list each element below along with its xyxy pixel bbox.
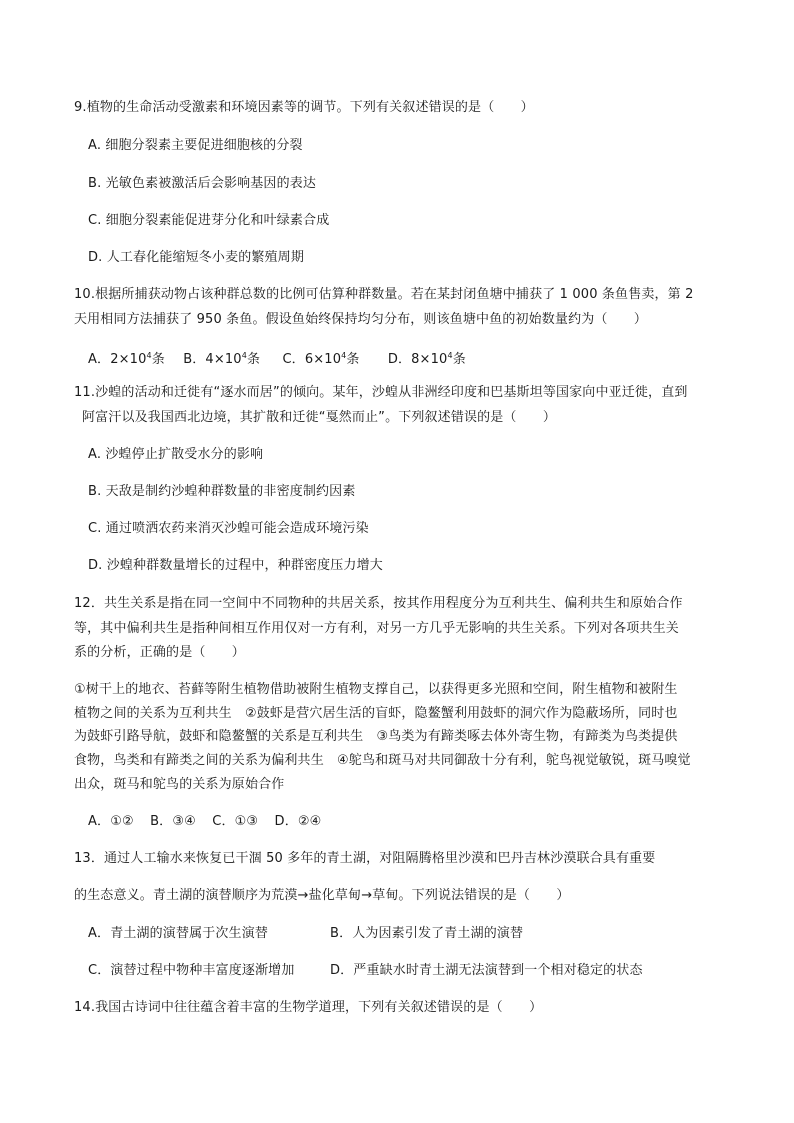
- question-9-option-a: A. 细胞分裂素主要促进细胞核的分裂: [88, 138, 303, 153]
- question-10-option-c: C．6×104条: [282, 351, 360, 367]
- question-12-option-c: C．①③: [212, 814, 259, 829]
- question-12-option-d: D．②④: [274, 814, 322, 829]
- question-12-stem-line-3: 系的分析，正确的是（ ）: [74, 645, 245, 660]
- question-10-options: [88, 346, 466, 370]
- question-14-stem: 14.我国古诗词中往往蕴含着丰富的生物学道理，下列有关叙述错误的是（ ）: [74, 1000, 543, 1015]
- question-13-stem-line-1: 13．通过人工输水来恢复已干涸 50 多年的青土湖，对阻隔腾格里沙漠和巴丹吉林沙漠联合具有重要: [74, 851, 656, 866]
- question-12-body-line-3: 为鼓虾引路导航，鼓虾和隐鳌蟹的关系是互利共生 ③鸟类为有蹄类啄去体外寄生物，有蹄类为鸟类提供: [74, 729, 678, 744]
- question-13-stem-line-2: 的生态意义。青土湖的演替顺序为荒漠→盐化草甸→草甸。下列说法错误的是（ ）: [74, 888, 570, 903]
- question-11-option-d: D. 沙蝗种群数量增长的过程中，种群密度压力增大: [88, 558, 383, 573]
- question-13-option-d: D．严重缺水时青土湖无法演替到一个相对稳定的状态: [330, 963, 643, 978]
- question-12-stem-line-1: 12．共生关系是指在同一空间中不同物种的共居关系，按其作用程度分为互利共生、偏利共生和原始合作: [74, 596, 683, 611]
- question-12-stem-line-2: 等，其中偏利共生是指种间相互作用仅对一方有利，对另一方几乎无影响的共生关系。下列对各项共生关: [74, 621, 679, 636]
- question-9-option-b: B. 光敏色素被激活后会影响基因的表达: [88, 176, 317, 191]
- question-12-body-line-5: 出众，斑马和鸵鸟的关系为原始合作: [74, 777, 285, 792]
- question-10-option-d: D．8×104条: [387, 351, 466, 367]
- question-12-body-line-2: 植物之间的关系为互利共生 ②鼓虾是营穴居生活的盲虾，隐鳌蟹利用鼓虾的洞穴作为隐蔽场所，同时也: [74, 706, 678, 721]
- question-11-option-c: C. 通过喷洒农药来消灭沙蝗可能会造成环境污染: [88, 521, 369, 536]
- question-9-option-d: D. 人工春化能缩短冬小麦的繁殖周期: [88, 250, 304, 265]
- question-10-option-a: A．2×104条: [88, 351, 165, 367]
- question-10-stem-line-2: 天用相同方法捕获了 950 条鱼。假设鱼始终保持均匀分布，则该鱼塘中鱼的初始数量约为（ ）: [74, 312, 647, 327]
- question-9-stem: 9.植物的生命活动受激素和环境因素等的调节。下列有关叙述错误的是（ ）: [74, 100, 534, 115]
- question-13-option-b: B．人为因素引发了青土湖的演替: [330, 926, 524, 941]
- question-12-options: [88, 812, 321, 832]
- question-13-option-c: C．演替过程中物种丰富度逐渐增加: [88, 963, 295, 978]
- question-12-body-line-4: 食物，鸟类和有蹄类之间的关系为偏利共生 ④鸵鸟和斑马对共同御敌十分有利，鸵鸟视觉敏锐，斑马嗅觉: [74, 753, 691, 768]
- question-11-option-a: A. 沙蝗停止扩散受水分的影响: [88, 447, 264, 462]
- question-9-option-c: C. 细胞分裂素能促进芽分化和叶绿素合成: [88, 213, 330, 228]
- question-11-stem-line-1: 11.沙蝗的活动和迁徙有“逐水而居”的倾向。某年，沙蝗从非洲经印度和巴基斯坦等国家向中亚迁徙，直到: [74, 385, 688, 400]
- question-10-option-b: B．4×104条: [183, 351, 261, 367]
- question-12-option-b: B．③④: [150, 814, 196, 829]
- question-12-body-line-1: ①树干上的地衣、苔藓等附生植物借助被附生植物支撑自己，以获得更多光照和空间，附生植物和被附生: [74, 682, 678, 697]
- question-11-option-b: B. 天敌是制约沙蝗种群数量的非密度制约因素: [88, 484, 356, 499]
- question-10-stem-line-1: 10.根据所捕获动物占该种群总数的比例可估算种群数量。若在某封闭鱼塘中捕获了 1 000 条鱼售卖，第 2: [74, 287, 694, 302]
- question-11-stem-line-2: 阿富汗以及我国西北边境，其扩散和迁徙“戛然而止”。下列叙述错误的是（ ）: [82, 410, 557, 425]
- question-13-option-a: A．青土湖的演替属于次生演替: [88, 926, 268, 941]
- question-12-option-a: A．①②: [88, 814, 134, 829]
